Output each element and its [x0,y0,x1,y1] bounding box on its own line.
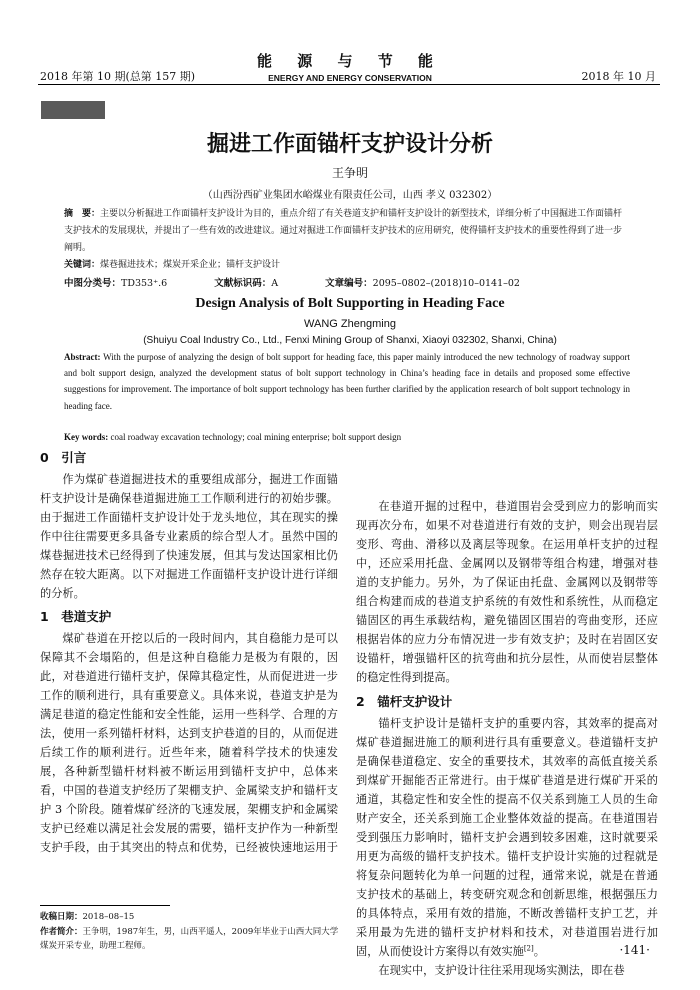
issue-info: 2018 年第 10 期(总第 157 期) [40,70,196,83]
affiliation-en: (Shuiyu Coal Industry Co., Ltd., Fenxi Mining Group of Shanxi, Xiaoyi 032302, Shanxi, China) [143,335,557,346]
paragraph: 锚杆支护设计是锚杆支护的重要内容，其效率的提高对煤矿巷道掘进施工的顺利进行具有重要意义。巷道锚杆支护是确保巷道稳定、安全的重要技术，其效率的高低直接关系到煤矿开掘能否正常进行。由于煤矿巷道是进行煤矿开采的通道，其稳定性和安全性的提高不仅关系到施工人员的生命财产安全，还关系到施工企业整体效益的提高。在巷道围岩受到强压力影响时，锚杆支护会遇到较多困难，这时就要采用更为高级的锚杆支护技术。锚杆支护设计实施的过程就是将复杂问题转化为单一问题的过程，通常来说，就是在普通支护技术的基础上，转变研究观念和创新思维，根据强压力的具体特点，采用有效的措施，不断改善锚杆支护工艺，并采用最为先进的锚杆支护材料和技术，对巷道围岩进行加固，从而使设计方案得以有效实施[2]。 [356,717,658,958]
section-marker-bar [41,101,105,119]
class-number: 中图分类号：TD353⁺.6 [64,278,168,289]
article-title-en: Design Analysis of Bolt Supporting in Heading Face [195,296,505,311]
doc-code: 文献标识码：A [214,278,279,289]
header-divider [38,84,660,85]
article-number: 文章编号：2095–0802–(2018)10–0141–02 [325,278,520,289]
abstract-en-text: With the purpose of analyzing the design of bolt support for heading face, this paper mainly introduced the new technology of roadway support and bolt support design, analyzed the development status of bolt support technology in China’s heading face in details and proposed some effective suggestions for improvement. The importance of bolt support technology has been further clarified by the application research of bolt support technology in heading face. [64,352,630,411]
keywords-en-text: coal roadway excavation technology; coal mining enterprise; bolt support design [110,432,402,442]
keywords-label: 关键词： [64,260,101,270]
page-number: ·141· [619,943,650,957]
author-en: WANG Zhengming [304,318,396,330]
author-bio: 作者简介：王争明，1987年生，男，山西平遥人，2009年毕业于山西大同大学煤炭开采专业，助理工程师。 [40,927,339,951]
keywords-en-label: Key words: [64,432,109,442]
keywords-cn [64,257,630,270]
abstract-cn [64,206,630,257]
abstract-en-label: Abstract: [64,352,101,362]
journal-name-cn: 能 源 与 节 能 [257,52,443,70]
section-heading: 1 巷道支护 [40,609,112,624]
abstract-en [64,349,630,414]
received-date: 收稿日期：2018–08–15 [40,912,135,922]
paragraph: 作为煤矿巷道掘进技术的重要组成部分，掘进工作面锚杆支护设计是确保巷道掘进施工工作顺利进行的初始步骤。由于掘进工作面锚杆支护设计处于龙头地位，其在现实的操作中往往需要更多具备专业素质的综合型人才。虽然中国的煤巷掘进技术已经得到了快速发展，但其与发达国家相比仍然存在较大距离。以下对掘进工作面锚杆支护设计进行详细的分析。 [40,473,338,600]
section-heading: 2 锚杆支护设计 [356,694,453,709]
classification-line [64,275,630,289]
article-title-cn: 掘进工作面锚杆支护设计分析 [206,132,493,157]
body-column-left [40,446,338,857]
paragraph-continued [356,440,658,497]
keywords-text: 煤巷掘进技术；煤炭开采企业；锚杆支护设计 [100,260,281,270]
footnote-divider [40,905,170,906]
paragraph: 煤矿巷道在开挖以后的一段时间内，其自稳能力是可以保障其不会塌陷的，但是这种自稳能力是极为有限的，因此，对巷道进行锚杆支护，保障其稳定性，从而促进进一步工作的顺利进行，具有重要意义。具体来说，巷道支护是为满足巷道的稳定性能和安全性能，运用一些科学、合理的方法，使用一系列锚杆材料，达到支护巷道的目的，从而促进后续工作的顺利进行。近些年来，随着科学技术的快速发展，各种新型锚杆材料被不断运用到锚杆支护中，总体来看，中国的巷道支护经历了架棚支护、金属梁支护和锚杆支护 3 个阶段。随着煤矿经济的飞速发展，架棚支护和金属梁支护已经难以满足社会发展的需要，锚杆支护作为一种新型支护手段，由于其突出的特点和优势，已经被快速地运用于 [40,632,338,854]
citation-ref[interactable]: [2] [523,944,534,953]
abstract-text: 主要以分析掘进工作面锚杆支护设计为目的，重点介绍了有关巷道支护和锚杆支护设计的新型技术，详细分析了中国掘进工作面锚杆支护技术的发展现状，并提出了一些有效的改进建议。通过对掘进工作面锚杆支护技术的应用研究，使得锚杆支护技术的重要性得到了进一步阐明。 [64,209,623,253]
paragraph: 在巷道开掘的过程中，巷道围岩会受到应力的影响而实现再次分布，如果不对巷道进行有效的支护，则会出现岩层变形、弯曲、滑移以及离层等现象。在运用单杆支护的过程中，还应采用托盘、金属网以及钢带等组合构建，增强对巷道的支护能力。另外，为了保证由托盘、金属网以及钢带等组合构建而成的巷道支护系统的有效性和系统性，从而稳定锚固区的再生承载结构，避免锚固区围岩的弯曲变形，还应根据岩体的应力分布情况进一步有效支护；及时在岩固区安设锚杆，增强锚杆区的抗弯曲和抗分层性，从而使岩层整体的稳定性得到提高。 [356,500,658,684]
issue-date: 2018 年 10 月 [581,70,656,83]
journal-name-en: ENERGY AND ENERGY CONSERVATION [268,73,432,83]
paragraph: 在现实中，支护设计往往采用现场实测法，即在巷 [378,964,625,977]
abstract-label: 摘 要： [64,209,101,219]
affiliation-cn: （山西汾西矿业集团水峪煤业有限责任公司，山西 孝义 032302） [202,190,498,201]
body-column-right [356,440,658,980]
author-cn: 王争明 [331,166,368,180]
section-heading: 0 引言 [40,450,87,465]
